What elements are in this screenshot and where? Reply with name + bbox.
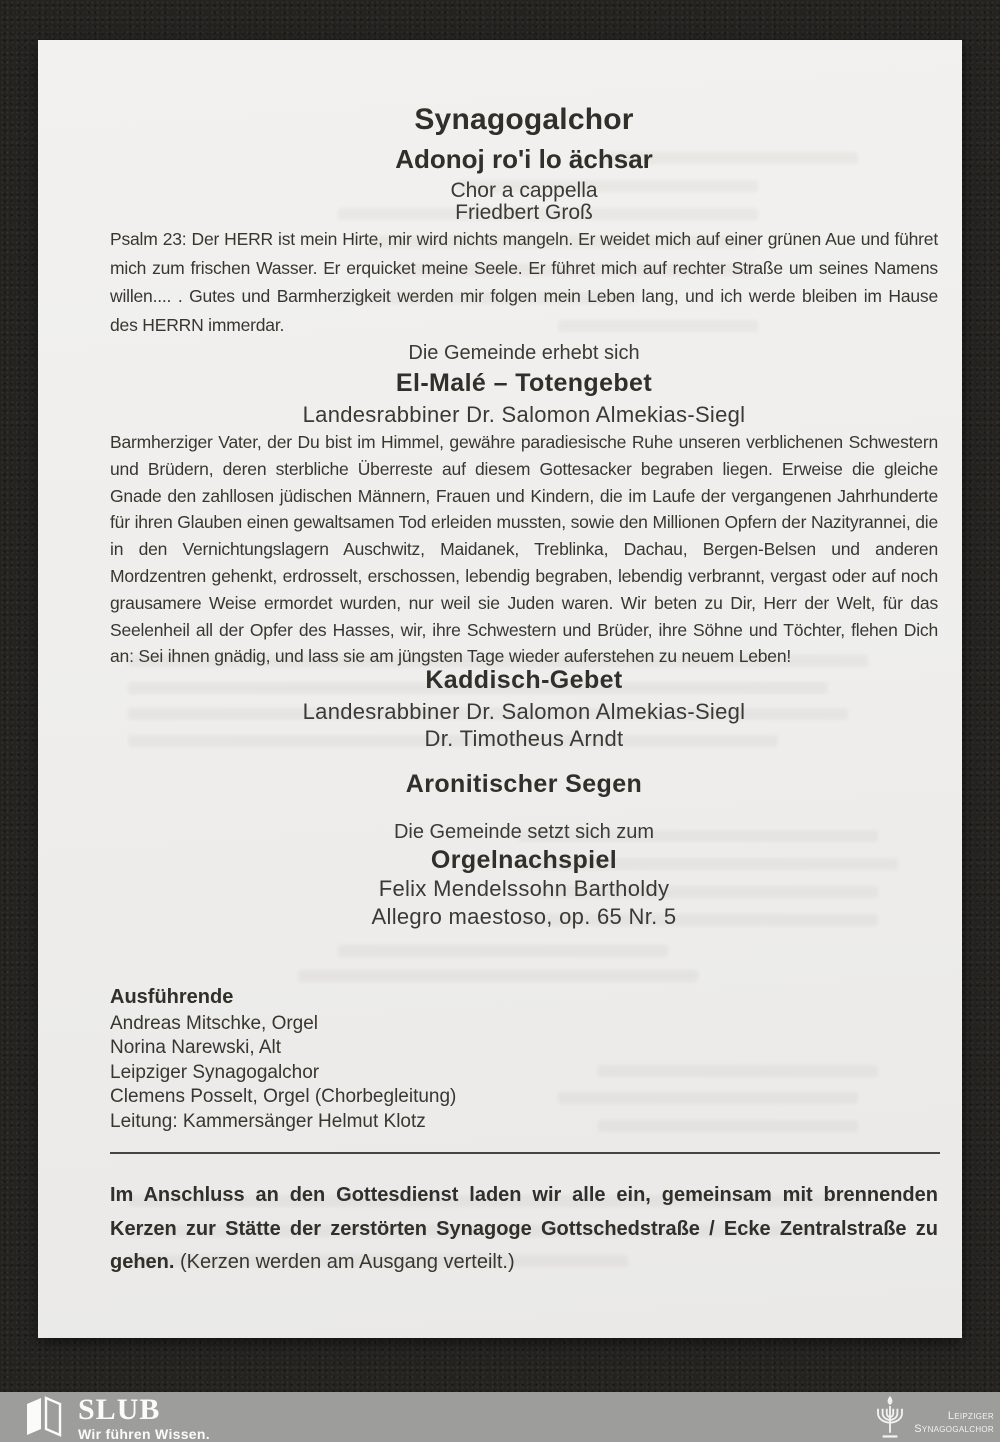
performer-line: Leipziger Synagogalchor [110,1061,320,1083]
kaddisch-heading: Kaddisch-Gebet [425,666,623,694]
program-title: Synagogalchor [414,103,634,136]
piece-title: Adonoj ro'i lo ächsar [395,144,653,174]
closing-announcement [110,1179,938,1280]
elmale-prayer-paragraph: Barmherziger Vater, der Du bist im Himmel, gewähre paradiesische Ruhe unseren verblichenen Schwestern und Brüdern, deren sterbliche Überreste auf diesem Gottesacker begraben liegen. Erweise die gleiche Gnade den zahllosen jüdischen Männern, Frauen und Kindern, die im Laufe der vergangenen Jahrhunderte für ihren Glauben einen gewaltsamen Tod erleiden mussten, sowie den Millionen Opfern der Nazityrannei, die in den Vernichtungslagern Auschwitz, Maidanek, Treblinka, Dachau, Bergen-Belsen und anderen Mordzentren gehenkt, erdrosselt, erschossen, lebendig begraben, lebendig verbrannt, vergast oder auf noch grausamere Weise ermordet wurden, nur weil sie Juden waren. Wir beten zu Dir, Herr der Welt, für das Seelenheil all der Opfer des Hasses, wir, ihre Schwestern und Brüder, ihre Söhne und Töchter, flehen Dich an: Sei ihnen gnädig, und lass sie am jüngsten Tage wieder auferstehen zu neuem Leben! [110,432,938,667]
postlude-piece: Allegro maestoso, op. 65 Nr. 5 [371,904,677,929]
rubric-congregation-rises: Die Gemeinde erhebt sich [408,342,640,364]
elmale-heading: El-Malé – Totengebet [395,369,653,397]
open-book-icon [24,1395,64,1437]
kaddisch-officiant-2: Dr. Timotheus Arndt [424,726,624,751]
kaddisch-officiant-1: Landesrabbiner Dr. Salomon Almekias-Siegl [302,699,746,724]
library-watermark-band [0,1392,1000,1442]
slub-wordmark [78,1395,210,1442]
aronitic-blessing-heading: Aronitischer Segen [405,770,643,798]
performer-line: Leitung: Kammersänger Helmut Klotz [110,1110,426,1132]
closing-announcement-note: (Kerzen werden am Ausgang verteilt.) [180,1251,515,1273]
choir-wordmark [914,1410,994,1436]
performer-line: Andreas Mitschke, Orgel [110,1013,319,1034]
choir-name-line2: Synagogalchor [914,1423,994,1435]
performers-list [110,1012,938,1134]
menorah-icon [870,1394,910,1442]
postlude-heading: Orgelnachspiel [430,846,618,874]
scanned-program-page [38,40,962,1338]
postlude-composer: Felix Mendelssohn Bartholdy [378,876,670,901]
performer-line: Clemens Posselt, Orgel (Chorbegleitung) [110,1086,457,1108]
choir-logo [870,1394,994,1442]
rubric-congregation-sits: Die Gemeinde setzt sich zum [393,821,655,843]
section-divider [110,1152,940,1154]
choir-name-line1: Leipziger [947,1410,994,1422]
slub-name: SLUB [78,1393,161,1426]
composer-name: Friedbert Groß [455,201,593,224]
performance-note: Chor a cappella [450,179,598,202]
performers-heading: Ausführende [110,986,234,1008]
slub-logo [24,1395,210,1442]
performer-line: Norina Narewski, Alt [110,1037,282,1059]
slub-tagline: Wir führen Wissen. [78,1426,210,1442]
elmale-officiant: Landesrabbiner Dr. Salomon Almekias-Siegl [302,402,746,427]
closing-announcement-bold: Im Anschluss an den Gottesdienst laden wir alle ein, gemeinsam mit brennenden Kerzen zur Stätte der zerstörten Synagoge Gottschedstraße / Ecke Zentralstraße zu gehen. [110,1184,938,1273]
psalm-paragraph: Psalm 23: Der HERR ist mein Hirte, mir wird nichts mangeln. Er weidet mich auf einer grünen Aue und führet mich zum frischen Wasser. Er erquicket meine Seele. Er führet mich auf rechter Straße um seines Namens willen.... . Gutes und Barmherzigkeit werden mir folgen mein Leben lang, und ich werde bleiben im Hause des HERRN immerdar. [110,229,938,335]
